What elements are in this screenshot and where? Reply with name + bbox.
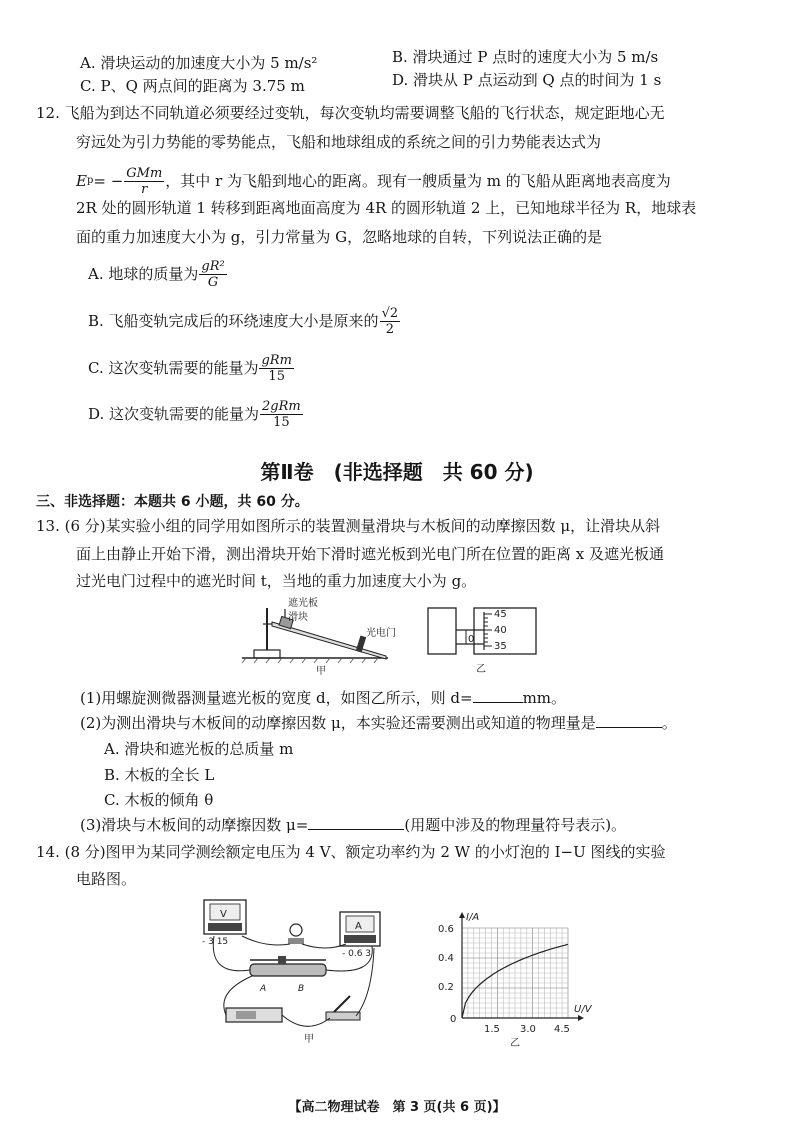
q12-option-b-fraction bbox=[380, 306, 401, 337]
q12-option-a bbox=[88, 256, 228, 292]
ammeter-terminals: - 0.6 3 bbox=[342, 949, 372, 959]
q14-figure-jia-circuit bbox=[196, 896, 386, 1046]
q12-option-d-num: 2gRm bbox=[262, 398, 301, 414]
q12-option-a-text: A. 地球的质量为 bbox=[88, 265, 199, 283]
q13-sub3-blank bbox=[308, 815, 404, 830]
ep-denominator: r bbox=[141, 181, 148, 197]
ytick-0.4: 0.4 bbox=[438, 953, 454, 964]
q12-option-d-den: 15 bbox=[273, 414, 290, 430]
q13-sub1-unit: mm。 bbox=[522, 689, 567, 707]
q12-option-a-fraction bbox=[199, 259, 226, 290]
ytick-0.2: 0.2 bbox=[438, 982, 454, 993]
q12-option-b-text: B. 飞船变轨完成后的环绕速度大小是原来的 bbox=[88, 312, 379, 330]
q13-sub2 bbox=[80, 713, 677, 733]
q12-option-a-den: G bbox=[207, 274, 219, 290]
section-heading: 三、非选择题：本题共 6 小题，共 60 分。 bbox=[36, 494, 309, 510]
page-footer: 【高二物理试卷 第 3 页(共 6 页)】 bbox=[288, 1100, 506, 1115]
label-slider: 滑块 bbox=[288, 612, 308, 623]
q12-option-b bbox=[88, 303, 401, 339]
ammeter-symbol: A bbox=[355, 921, 362, 932]
q14-stem-line1: 14. (8 分)图甲为某同学测绘额定电压为 4 V、额定功率约为 2 W 的小灯泡的 I−U 图线的实验 bbox=[36, 843, 666, 861]
graph-xlabel: U/V bbox=[574, 1004, 592, 1015]
q12-option-c-num: gRm bbox=[261, 352, 292, 368]
q13-sub1-blank bbox=[473, 688, 523, 703]
xtick-1.5: 1.5 bbox=[484, 1024, 500, 1035]
q13-sub2-end: 。 bbox=[661, 714, 677, 732]
q12-stem-line1: 12. 飞船为到达不同轨道必须要经过变轨，每次变轨均需要调整飞船的飞行状态，规定距地心无 bbox=[36, 104, 665, 122]
q12-option-d-text: D. 这次变轨需要的能量为 bbox=[88, 405, 260, 423]
q13-stem-line2: 面上由静止开始下滑，测出滑块开始下滑时遮光板到光电门所在位置的距离 x 及遮光板通 bbox=[76, 545, 664, 563]
q13-sub3-note: (用题中涉及的物理量符号表示)。 bbox=[404, 816, 627, 834]
q13-sub1 bbox=[80, 688, 566, 708]
caption-jia: 甲 bbox=[316, 666, 326, 676]
label-shade-plate: 遮光板 bbox=[288, 598, 318, 609]
q13-sub2-option-b: B. 木板的全长 L bbox=[104, 766, 215, 784]
q13-sub2-option-c: C. 木板的倾角 θ bbox=[104, 791, 214, 809]
q12-line3-rest: ，其中 r 为飞船到地心的距离。现有一艘质量为 m 的飞船从距离地表高度为 bbox=[165, 172, 671, 190]
q13-stem-line3: 过光电门过程中的遮光时间 t，当地的重力加速度大小为 g。 bbox=[76, 572, 477, 590]
q12-stem-line5: 面的重力加速度大小为 g，引力常量为 G，忽略地球的自转，下列说法正确的是 bbox=[76, 228, 603, 246]
q13-figure-jia bbox=[238, 596, 398, 676]
label-photogate: 光电门 bbox=[366, 628, 396, 639]
xtick-3.0: 3.0 bbox=[520, 1024, 536, 1035]
q12-option-b-den: 2 bbox=[385, 321, 394, 337]
q12-stem-line3 bbox=[76, 163, 671, 199]
q13-sub3-text: (3)滑块与木板间的动摩擦因数 μ= bbox=[80, 816, 309, 834]
ep-subscript: p bbox=[86, 175, 94, 186]
xtick-4.5: 4.5 bbox=[554, 1024, 570, 1035]
q14-stem-line2: 电路图。 bbox=[76, 870, 137, 888]
q12-option-c-text: C. 这次变轨需要的能量为 bbox=[88, 359, 259, 377]
q11-option-b: B. 滑块通过 P 点时的速度大小为 5 m/s bbox=[392, 48, 659, 66]
micrometer-tick-35: 35 bbox=[494, 641, 507, 652]
ep-equals: = − bbox=[93, 172, 124, 190]
ytick-0.6: 0.6 bbox=[438, 924, 454, 935]
origin-0: 0 bbox=[450, 1014, 457, 1025]
q13-sub2-text: (2)为测出滑块与木板间的动摩擦因数 μ，本实验还需要测出或知道的物理量是 bbox=[80, 714, 596, 732]
ep-numerator: GMm bbox=[126, 165, 163, 181]
rheostat-label-b: B bbox=[298, 984, 305, 994]
q11-option-c: C. P、Q 两点间的距离为 3.75 m bbox=[80, 77, 305, 95]
section-title: 第Ⅱ卷 (非选择题 共 60 分) bbox=[260, 460, 534, 484]
caption-graph-yi: 乙 bbox=[510, 1038, 520, 1048]
q13-sub3 bbox=[80, 815, 626, 835]
micrometer-tick-40: 40 bbox=[494, 625, 507, 636]
q13-sub2-blank bbox=[596, 713, 662, 728]
voltmeter-terminals: - 3 15 bbox=[202, 937, 229, 947]
graph-ylabel: I/A bbox=[466, 912, 480, 923]
voltmeter-symbol: V bbox=[220, 909, 227, 920]
q13-stem-line1: 13. (6 分)某实验小组的同学用如图所示的装置测量滑块与木板间的动摩擦因数 μ，让滑块从斜 bbox=[36, 517, 661, 535]
ep-fraction bbox=[124, 166, 164, 197]
q12-option-d bbox=[88, 396, 304, 432]
graph-grid bbox=[462, 928, 568, 1018]
q12-stem-line2: 穷远处为引力势能的零势能点，飞船和地球组成的系统之间的引力势能表达式为 bbox=[76, 133, 602, 151]
q12-option-b-num: √2 bbox=[381, 305, 399, 321]
caption-yi: 乙 bbox=[476, 664, 486, 675]
q12-option-c bbox=[88, 350, 295, 386]
q12-option-c-fraction bbox=[259, 353, 293, 384]
q11-option-a: A. 滑块运动的加速度大小为 5 m/s² bbox=[80, 54, 318, 72]
q14-figure-yi-graph bbox=[428, 908, 596, 1048]
micrometer-zero: 0 bbox=[468, 634, 475, 645]
micrometer-tick-45: 45 bbox=[494, 609, 507, 620]
q12-stem-line4: 2R 处的圆形轨道 1 转移到距离地面高度为 4R 的圆形轨道 2 上，已知地球半径为 R，地球表 bbox=[76, 199, 697, 217]
q12-option-c-den: 15 bbox=[268, 368, 285, 384]
q13-figure-yi-micrometer bbox=[424, 604, 542, 680]
q12-option-a-num: gR² bbox=[201, 258, 225, 274]
q13-sub2-option-a: A. 滑块和遮光板的总质量 m bbox=[104, 740, 294, 758]
q11-option-d: D. 滑块从 P 点运动到 Q 点的时间为 1 s bbox=[392, 71, 662, 89]
rheostat-label-a: A bbox=[260, 984, 267, 994]
q13-sub1-text: (1)用螺旋测微器测量遮光板的宽度 d，如图乙所示，则 d= bbox=[80, 689, 473, 707]
q12-option-d-fraction bbox=[260, 399, 303, 430]
ep-symbol: E bbox=[76, 172, 87, 190]
caption-circuit-jia: 甲 bbox=[304, 1034, 314, 1045]
